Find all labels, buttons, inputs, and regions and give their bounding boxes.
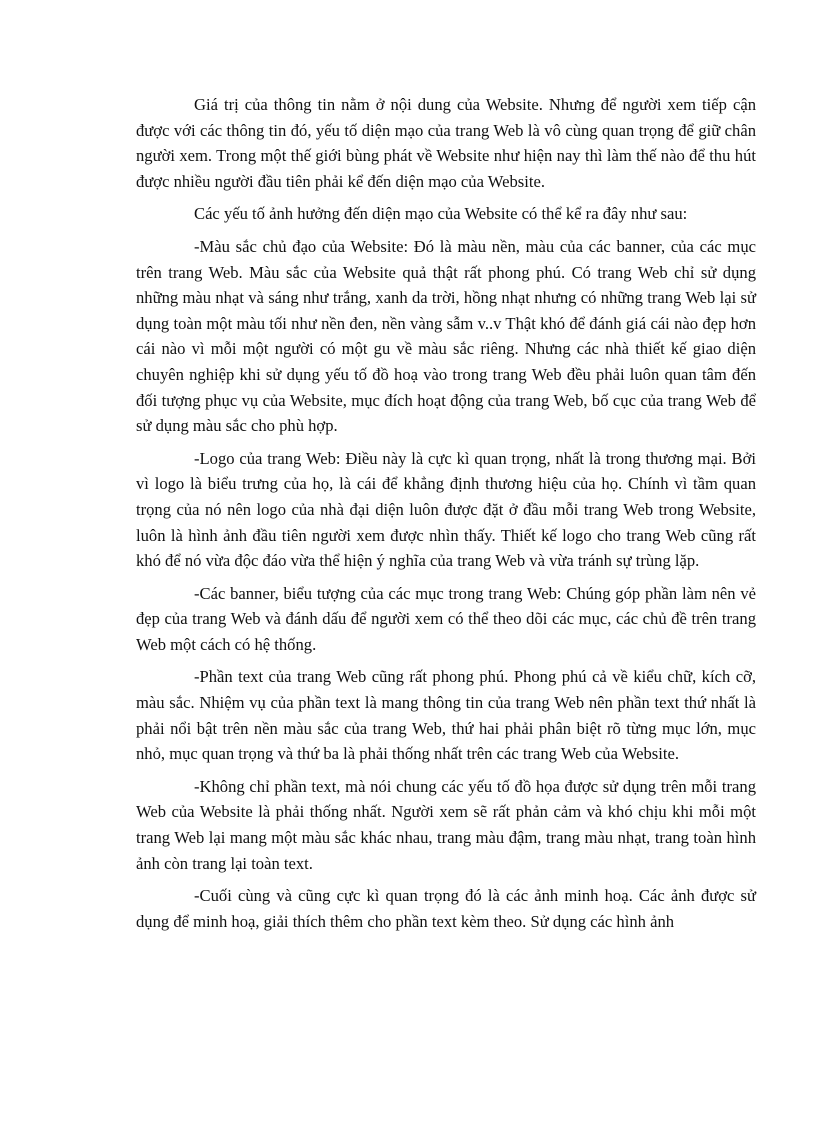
- paragraph-banner: -Các banner, biểu tượng của các mục trong trang Web: Chúng góp phần làm nên vẻ đẹp của trang Web và đánh dấu để người xem có thể theo dõi các mục, các chủ đề trên trang Web một cách có hệ thống.: [136, 583, 756, 654]
- paragraph-consistency: -Không chỉ phần text, mà nói chung các yếu tố đồ họa được sử dụng trên mỗi trang Web của Website là phải thống nhất. Người xem sẽ rất phản cảm và khó chịu khi mỗi một trang Web lại mang một màu sắc khác nhau, trang màu đậm, trang màu nhạt, trang toàn hình ảnh còn trang lại toàn text.: [136, 776, 756, 873]
- document-body: [136, 92, 756, 941]
- paragraph-factors-heading: Các yếu tố ảnh hưởng đến diện mạo của Website có thể kể ra đây như sau:: [194, 204, 688, 224]
- paragraph-color: -Màu sắc chủ đạo của Website: Đó là màu nền, màu của các banner, của các mục trên trang Web. Màu sắc của Website quả thật rất phong phú. Có trang Web chỉ sử dụng những màu nhạt và sáng như trắng, xanh da trời, hồng nhạt nhưng có những trang Web lại sử dụng toàn một màu tối như nền đen, nền vàng sẫm v..v Thật khó để đánh giá cái nào đẹp hơn cái nào vì mỗi một người có một gu về màu sắc riêng. Nhưng các nhà thiết kế giao diện chuyên nghiệp khi sử dụng yếu tố đồ hoạ vào trong trang Web đều phải luôn quan tâm đến đối tượng phục vụ của Website, mục đích hoạt động của trang Web, bố cục của trang Web để sử dụng màu sắc cho phù hợp.: [136, 236, 756, 436]
- paragraph-intro: Giá trị của thông tin nằm ở nội dung của Website. Nhưng để người xem tiếp cận được với các thông tin đó, yếu tố diện mạo của trang Web là vô cùng quan trọng để giữ chân người xem. Trong một thế giới bùng phát về Website như hiện nay thì làm thế nào để thu hút được nhiều người đầu tiên phải kể đến diện mạo của Website.: [136, 95, 756, 191]
- paragraph-logo: -Logo của trang Web: Điều này là cực kì quan trọng, nhất là trong thương mại. Bởi vì logo là biểu trưng của họ, là cái để khẳng định thương hiệu của họ. Chính vì tầm quan trọng của nó nên logo của nhà đại diện luôn được đặt ở đầu mỗi trang Web trong Website, luôn là hình ảnh đầu tiên người xem được nhìn thấy. Thiết kế logo cho trang Web cũng rất khó để nó vừa độc đáo vừa thể hiện ý nghĩa của trang Web và vừa tránh sự trùng lặp.: [136, 448, 756, 571]
- paragraph-illustrations: -Cuối cùng và cũng cực kì quan trọng đó là các ảnh minh hoạ. Các ảnh được sử dụng để minh hoạ, giải thích thêm cho phần text kèm theo. Sử dụng các hình ảnh: [136, 886, 756, 931]
- paragraph-text: -Phần text của trang Web cũng rất phong phú. Phong phú cả về kiểu chữ, kích cỡ, màu sắc. Nhiệm vụ của phần text là mang thông tin của trang Web nên phần text thứ nhất là phải nổi bật trên nền màu sắc của trang Web, thứ hai phải phân biệt rõ từng mục lớn, mục nhỏ, mục quan trọng và thứ ba là phải thống nhất trên các trang Web của Website.: [136, 667, 756, 764]
